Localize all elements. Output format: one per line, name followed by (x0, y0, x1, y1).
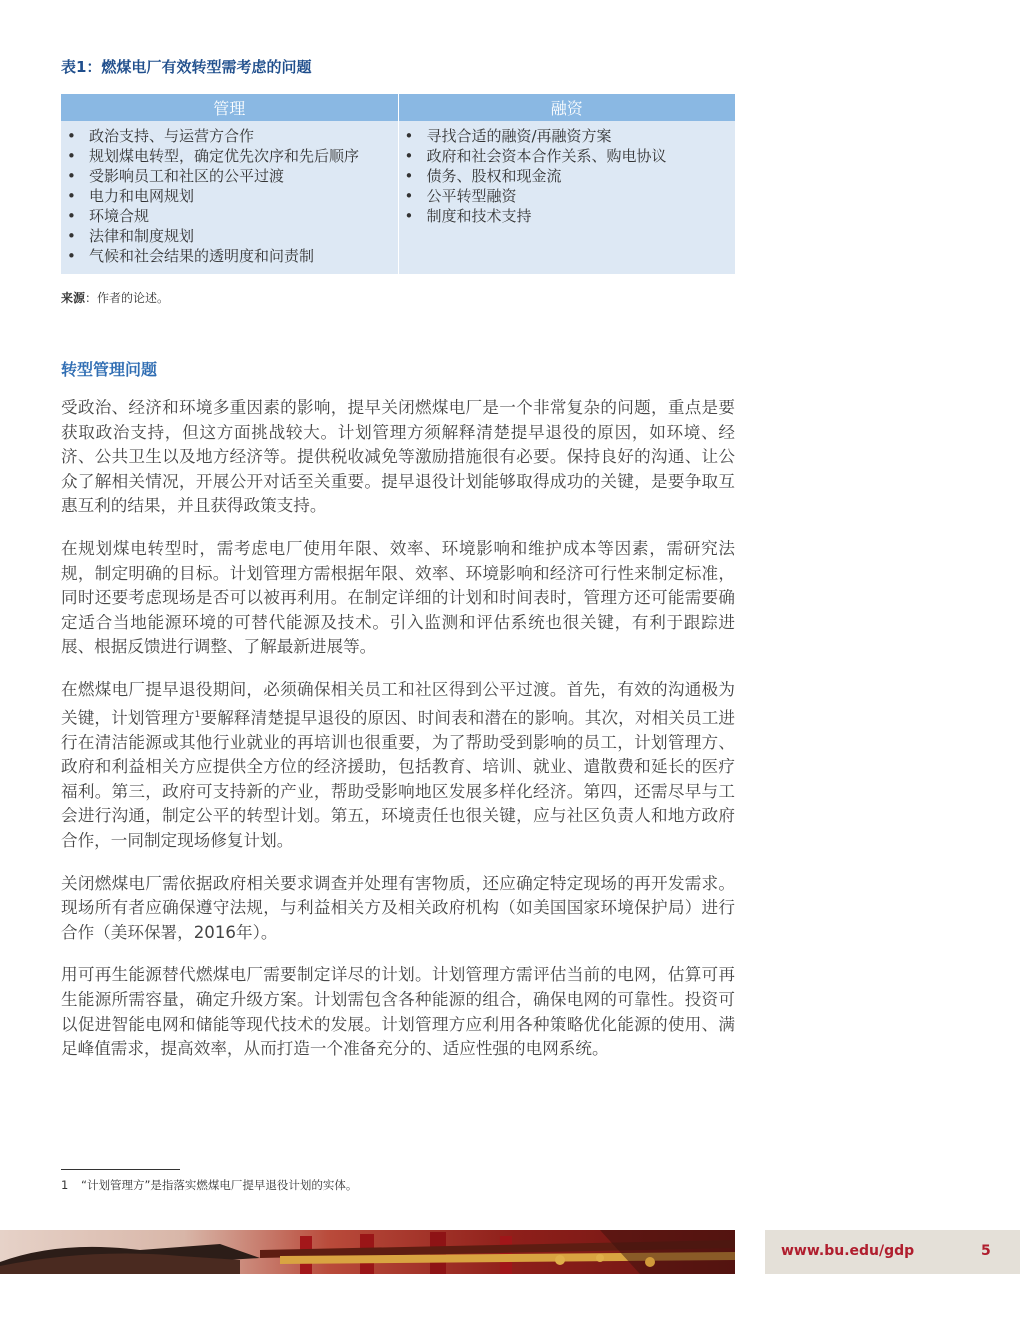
finance-cell (398, 121, 735, 274)
list-item: • 政治支持、与运营方合作 (65, 126, 398, 146)
list-item: • 气候和社会结果的透明度和问责制 (65, 246, 398, 266)
management-cell (61, 121, 398, 274)
footnote-divider (61, 1169, 180, 1170)
list-item: • 寻找合适的融资/再融资方案 (403, 126, 736, 146)
table-title: 表1：燃煤电厂有效转型需考虑的问题 (61, 58, 312, 76)
list-item: • 债务、股权和现金流 (403, 166, 736, 186)
list-item: • 规划煤电转型，确定优先次序和先后顺序 (65, 146, 398, 166)
list-item: • 受影响员工和社区的公平过渡 (65, 166, 398, 186)
list-item: • 公平转型融资 (403, 186, 736, 206)
list-item: • 法律和制度规划 (65, 226, 398, 246)
footnote (61, 1177, 357, 1193)
source-text: ：作者的论述。 (85, 291, 170, 305)
list-item: • 环境合规 (65, 206, 398, 226)
column-header-management: 管理 (61, 94, 398, 121)
management-list (65, 126, 398, 266)
source-label: 来源 (61, 291, 86, 305)
list-item: • 制度和技术支持 (403, 206, 736, 226)
body-text (61, 396, 735, 1080)
paragraph: 关闭燃煤电厂需依据政府相关要求调查并处理有害物质，还应确定特定现场的再开发需求。现场所有者应确保遵守法规，与利益相关方及相关政府机构（如美国国家环境保护局）进行合作（美环保署，2016年）。 (61, 873, 735, 942)
paragraph: 用可再生能源替代燃煤电厂需要制定详尽的计划。计划管理方需评估当前的电网，估算可再生能源所需容量，确定升级方案。计划需包含各种能源的组合，确保电网的可靠性。投资可以促进智能电网和储能等现代技术的发展。计划管理方应利用各种策略优化能源的使用、满足峰值需求，提高效率，从而打造一个准备充分的、适应性强的电网系统。 (61, 965, 735, 1059)
paragraph: 受政治、经济和环境多重因素的影响，提早关闭燃煤电厂是一个非常复杂的问题，重点是要获取政治支持，但这方面挑战较大。计划管理方须解释清楚提早退役的原因，如环境、经济、公共卫生以及地方经济等。提供税收减免等激励措施很有必要。保持良好的沟通、让公众了解相关情况，开展公开对话至关重要。提早退役计划能够取得成功的关键，是要争取互惠互利的结果，并且获得政策支持。 (61, 398, 735, 516)
footer-box (765, 1230, 1020, 1274)
column-header-finance: 融资 (398, 94, 735, 121)
paragraph: 在规划煤电转型时，需考虑电厂使用年限、效率、环境影响和维护成本等因素，需研究法规，制定明确的目标。计划管理方需根据年限、效率、环境影响和经济可行性来制定标准，同时还要考虑现场是否可以被再利用。在制定详细的计划和时间表时，管理方还可能需要确定适合当地能源环境的可替代能源及技术。引入监测和评估系统也很关键，有利于跟踪进展、根据反馈进行调整、了解最新进展等。 (61, 538, 735, 657)
paragraph-text: 在燃煤电厂提早退役期间，必须确保相关员工和社区得到公平过渡。首先，有效的沟通极为关键，计划管理方 (61, 679, 735, 728)
footnote-number: 1 (61, 1178, 69, 1192)
paragraph-text: 要解释清楚提早退役的原因、时间表和潜在的影响。其次，对相关员工进行在清洁能源或其他行业就业的再培训也很重要，为了帮助受到影响的员工，计划管理方、政府和利益相关方应提供全方位的经济援助，包括教育、培训、就业、遣散费和延长的医疗福利。第三，政府可支持新的产业，帮助受影响地区发展多样化经济。第四，还需尽早与工会进行沟通，制定公平的转型计划。第五，环境责任也很关键，应与社区负责人和地方政府合作，一同制定现场修复计划。 (61, 708, 736, 851)
considerations-table (61, 94, 735, 274)
footnote-ref[interactable]: 1 (194, 709, 201, 720)
list-item: • 电力和电网规划 (65, 186, 398, 206)
page-number: 5 (981, 1243, 991, 1259)
footer-url-link[interactable]: www.bu.edu/gdp (781, 1243, 915, 1259)
finance-list (403, 126, 736, 226)
section-heading: 转型管理问题 (61, 360, 158, 379)
paragraph (61, 678, 735, 854)
footnote-text: “计划管理方”是指落实燃煤电厂提早退役计划的实体。 (81, 1178, 358, 1192)
table-source (61, 289, 169, 306)
list-item: • 政府和社会资本合作关系、购电协议 (403, 146, 736, 166)
footer-banner-image (0, 1230, 735, 1274)
